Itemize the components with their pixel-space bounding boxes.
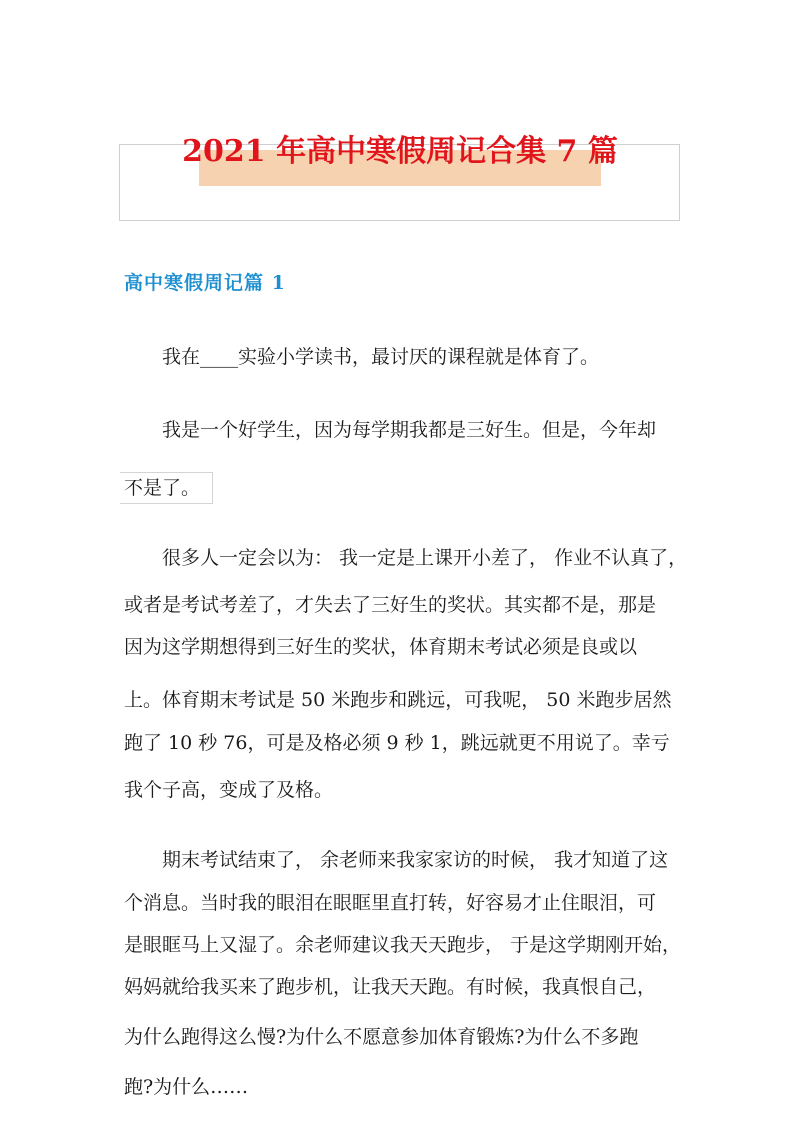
document-title: 2021 年高中寒假周记合集 7 篇 bbox=[182, 134, 618, 169]
paragraph-2-line-2-text: 不是了。 bbox=[120, 472, 213, 504]
paragraph-3-line-2: 或者是考试考差了，才失去了三好生的奖状。其实都不是，那是 bbox=[124, 594, 657, 616]
paragraph-3-line-3: 因为这学期想得到三好生的奖状，体育期末考试必须是良或以 bbox=[124, 636, 638, 658]
paragraph-3-line-1: 很多人一定会以为： 我一定是上课开小差了， 作业不认真了， bbox=[162, 547, 688, 569]
paragraph-4-line-1: 期末考试结束了， 余老师来我家家访的时候， 我才知道了这 bbox=[162, 849, 669, 871]
paragraph-2-line-1: 我是一个好学生，因为每学期我都是三好生。但是，今年却 bbox=[162, 419, 657, 441]
section-heading: 高中寒假周记篇 1 bbox=[124, 272, 286, 294]
paragraph-3-line-4: 上。体育期末考试是 50 米跑步和跳远，可我呢， 50 米跑步居然 bbox=[124, 689, 672, 711]
paragraph-1-line-1: 我在____实验小学读书，最讨厌的课程就是体育了。 bbox=[162, 346, 600, 368]
paragraph-2-line-2 bbox=[124, 472, 213, 504]
paragraph-4-line-2: 个消息。当时我的眼泪在眼眶里直打转，好容易才止住眼泪，可 bbox=[124, 892, 657, 914]
paragraph-4-line-4: 妈妈就给我买来了跑步机，让我天天跑。有时候，我真恨自己， bbox=[124, 976, 657, 998]
paragraph-4-line-3: 是眼眶马上又湿了。余老师建议我天天跑步， 于是这学期刚开始， bbox=[124, 934, 682, 956]
paragraph-3-line-6: 我个子高，变成了及格。 bbox=[124, 779, 334, 801]
paragraph-4-line-5: 为什么跑得这么慢?为什么不愿意参加体育锻炼?为什么不多跑 bbox=[124, 1026, 639, 1048]
paragraph-3-line-5: 跑了 10 秒 76，可是及格必须 9 秒 1，跳远就更不用说了。幸亏 bbox=[124, 732, 670, 754]
paragraph-4-line-6: 跑?为什么…… bbox=[124, 1076, 249, 1098]
